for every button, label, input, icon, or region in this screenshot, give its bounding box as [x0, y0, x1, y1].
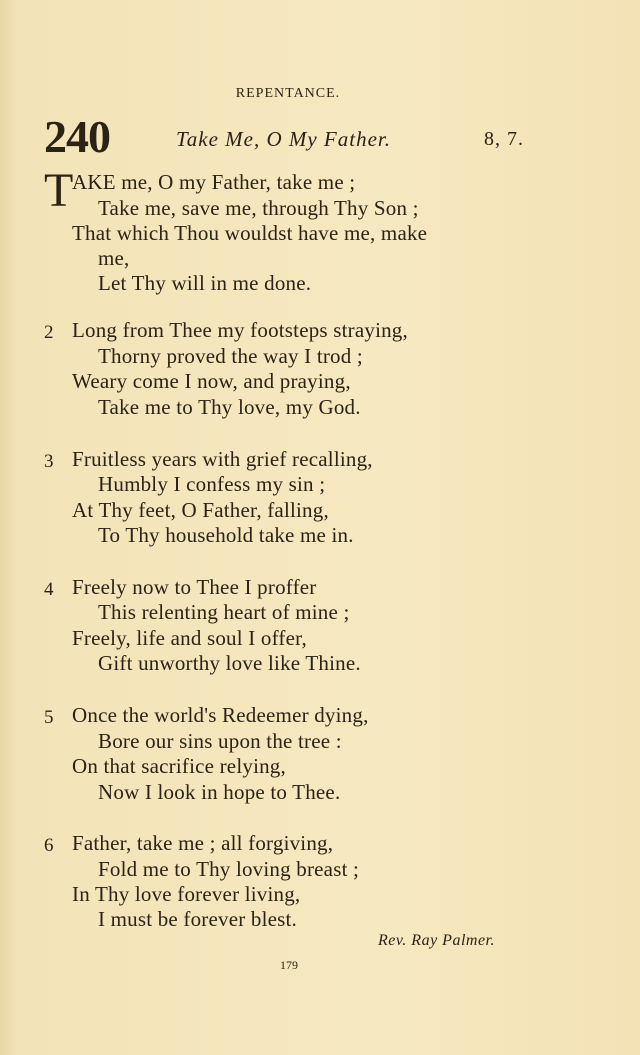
verse-line: To Thy household take me in. [98, 523, 354, 547]
stanza-number: 5 [44, 707, 54, 728]
section-heading: REPENTANCE. [235, 86, 341, 101]
verse-line: Humbly I confess my sin ; [98, 472, 326, 496]
verse-line: Father, take me ; all forgiving, [72, 831, 334, 855]
verse-line: Gift unworthy love like Thine. [98, 651, 361, 675]
verse-line: Weary come I now, and praying, [72, 369, 351, 393]
author-credit: Rev. Ray Palmer. [378, 932, 495, 949]
stanza-number: 2 [44, 322, 54, 343]
verse-line: Thorny proved the way I trod ; [98, 344, 363, 368]
hymn-title: Take Me, O My Father. [176, 127, 392, 151]
stanza-number: 6 [44, 835, 54, 856]
verse-line: Freely, life and soul I offer, [72, 626, 307, 650]
verse-line: That which Thou wouldst have me, make [72, 221, 428, 245]
verse-line: This relenting heart of mine ; [98, 600, 350, 624]
stanza-number: 3 [44, 451, 54, 472]
verse-line: Once the world's Redeemer dying, [72, 703, 369, 727]
verse-line: In Thy love forever living, [72, 882, 301, 906]
verse-line: Freely now to Thee I proffer [72, 575, 317, 599]
stanza-number: 4 [44, 579, 54, 600]
verse-line: Bore our sins upon the tree : [98, 729, 342, 753]
hymn-number: 240 [44, 111, 110, 162]
verse-line: On that sacrifice relying, [72, 754, 286, 778]
verse-line: Long from Thee my footsteps straying, [72, 318, 408, 342]
verse-line: Fold me to Thy loving breast ; [98, 857, 360, 881]
verse-line: Let Thy will in me done. [98, 271, 312, 295]
verse-line: I must be forever blest. [98, 907, 297, 931]
verse-line: Now I look in hope to Thee. [98, 780, 341, 804]
drop-cap: T [44, 164, 74, 217]
page-number: 179 [280, 958, 298, 972]
verse-line: AKE me, O my Father, take me ; [72, 170, 356, 194]
hymn-meter: 8, 7. [484, 128, 524, 150]
verse-line: me, [98, 246, 130, 270]
verse-line: Take me to Thy love, my God. [98, 395, 361, 419]
verse-line: At Thy feet, O Father, falling, [72, 498, 329, 522]
verse-line: Fruitless years with grief recalling, [72, 447, 373, 471]
verse-line: Take me, save me, through Thy Son ; [98, 196, 419, 220]
